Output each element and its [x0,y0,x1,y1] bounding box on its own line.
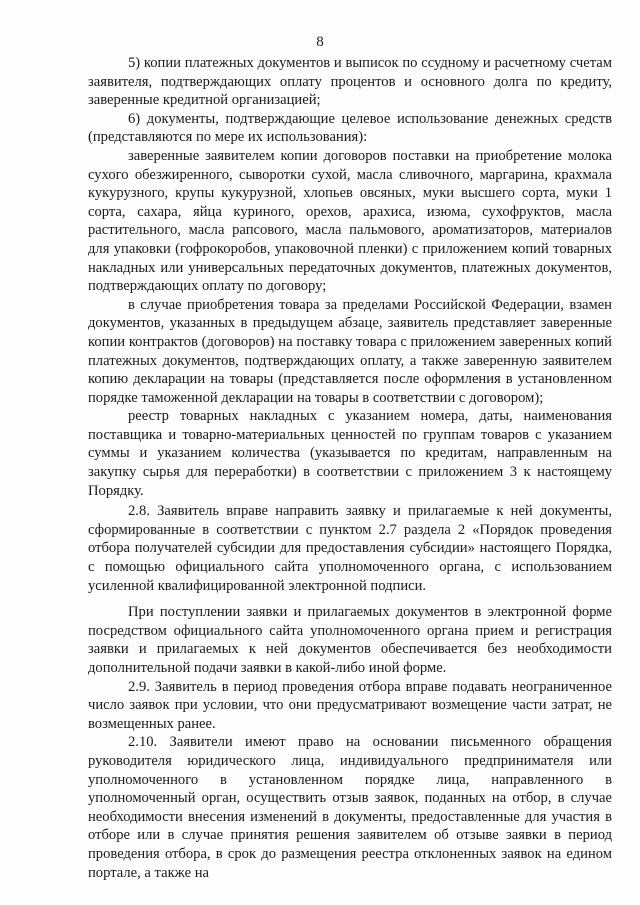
paragraph-2-8: 2.8. Заявитель вправе направить заявку и прилагаемые к ней документы, сформированные в соответствии с пунктом 2.7 раздела 2 «Порядок проведения отбора получателей субсидии для предоставления субсидии» настоящего Порядка, с помощью официального сайта уполномоченного органа, с использованием усиленной квалифицированной электронной подписи. [88,503,612,594]
paragraph-foreign-purchase: в случае приобретения товара за пределами Российской Федерации, взамен документов, указанных в предыдущем абзаце, заявитель представляет заверенные копии контрактов (договоров) на поставку товара с приложением заверенных копий платежных документов, подтверждающих оплату, а также заверенную заявителем копию декларации на товары (представляется после оформления в установленном порядке таможенной декларации на товары в соответствии с договором); [88,296,612,406]
page-number: 8 [316,34,324,50]
paragraph-invoice-registry: реестр товарных накладных с указанием номера, даты, наименования поставщика и товарно-материальных ценностей по группам товаров с указанием суммы и указанием количества (указывается по кредитам, направленным на закупку сырья для переработки) в соответствии с приложением 3 к настоящему Порядку. [88,408,612,499]
document-body [88,54,612,882]
paragraph-2-10: 2.10. Заявители имеют право на основании письменного обращения руководителя юридического лица, индивидуального предпринимателя или уполномоченного в установленном порядке лица, направленного в уполномоченный орган, осуществить отзыв заявок, поданных на отбор, в случае необходимости внесения изменений в документы, предоставленные для участия в отборе или в случае принятия решения заявителем об отзыве заявки в период проведения отбора, в срок до размещения реестра отклоненных заявок на едином портале, а также на [88,734,612,881]
paragraph-electronic-submission: При поступлении заявки и прилагаемых документов в электронной форме посредством официального сайта уполномоченного органа прием и регистрация заявки и прилагаемых к ней документов обеспечивается без необходимости дополнительной подачи заявки в какой-либо иной форме. [88,604,612,676]
paragraph-item-5: 5) копии платежных документов и выписок по ссудному и расчетному счетам заявителя, подтверждающих оплату процентов и основного долга по кредиту, заверенные кредитной организацией; [88,55,612,109]
paragraph-supply-contracts: заверенные заявителем копии договоров поставки на приобретение молока сухого обезжиренного, сыворотки сухой, масла сливочного, маргарина, крахмала кукурузного, крупы кукурузной, хлопьев овсяных, муки высшего сорта, муки 1 сорта, сахара, яйца куриного, орехов, арахиса, изюма, сухофруктов, масла растительного, масла рапсового, масла пальмового, ароматизаторов, материалов для упаковки (гофрокоробов, упаковочной пленки) с приложением копий товарных накладных или универсальных передаточных документов, платежных документов, подтверждающих оплату по договору; [88,147,612,295]
paragraph-item-6: 6) документы, подтверждающие целевое использование денежных средств (представляются по мере их использования): [88,110,612,146]
paragraph-2-9: 2.9. Заявитель в период проведения отбора вправе подавать неограниченное число заявок при условии, что они предусматривают возмещение части затрат, не возмещенных ранее. [88,678,612,732]
